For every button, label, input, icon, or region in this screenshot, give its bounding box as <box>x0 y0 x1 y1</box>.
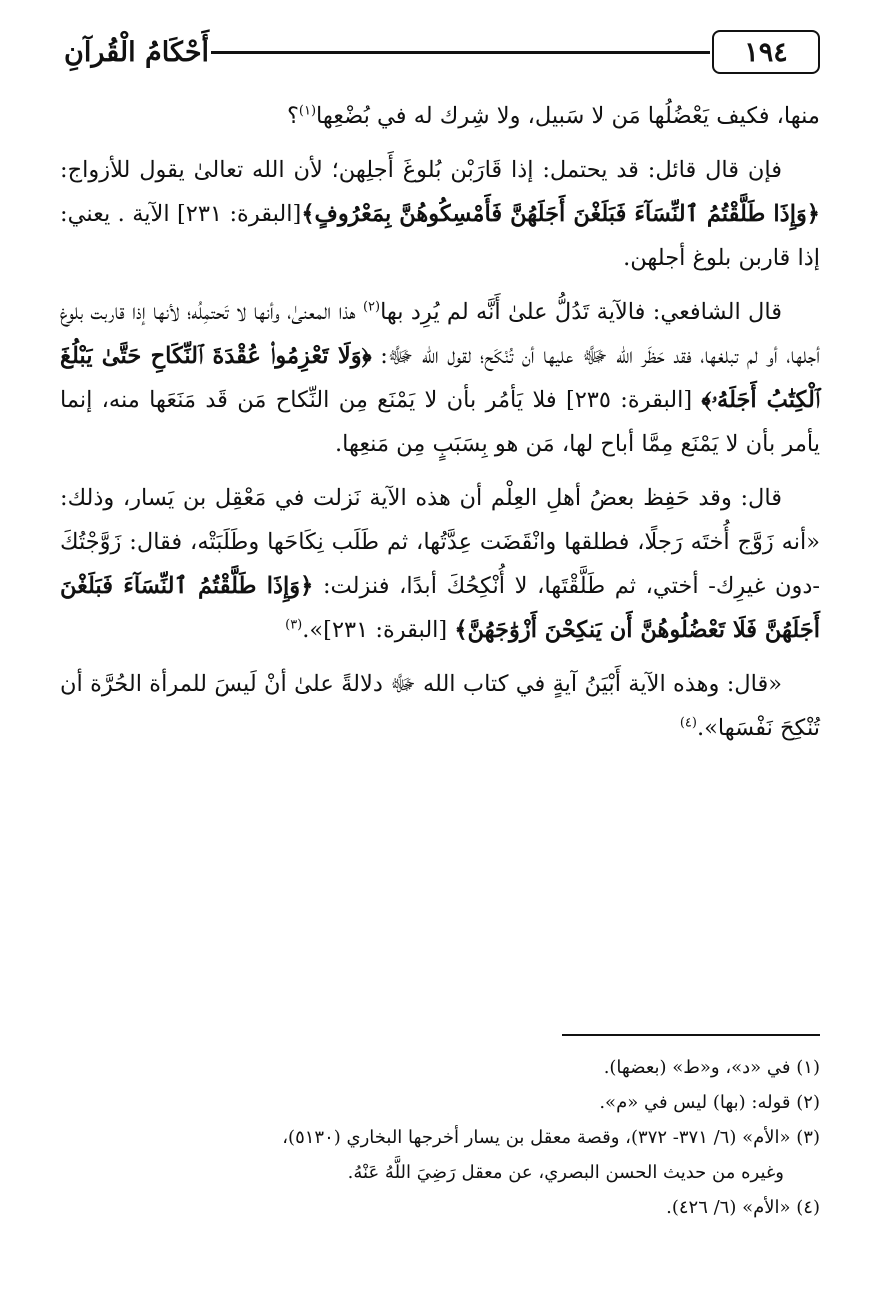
footnote-number: (٤) <box>796 1197 820 1218</box>
p2-text-a: فإن قال قائل: قد يحتمل: إذا قَارَبْن بُلوغَ أَجلِهن؛ لأن الله تعالىٰ يقول للأزواج: <box>60 157 782 183</box>
p1-text: منها، فكيف يَعْضُلُها مَن لا سَبيل، ولا شِرك له في بُضْعِها <box>316 103 820 129</box>
footnote-separator <box>562 1034 820 1036</box>
page-number-box <box>712 30 820 74</box>
paragraph-2 <box>60 148 820 280</box>
p3-text-c: [البقرة: ٢٣٥] فلا يَأمُر بأن لا يَمْنَع مِن النِّكاح مَن قَد مَنَعَها منه، إنما يأمر بأن لا يَمْنَع مِمَّا أباح لها، مَن هو بِسَبَبٍ مِن مَنعِها. <box>60 387 820 457</box>
paragraph-4 <box>60 476 820 652</box>
footnote-continuation: وغيره من حديث الحسن البصري، عن معقل رَضِيَ اللَّهُ عَنْهُ. <box>347 1162 784 1183</box>
footnote-3 <box>60 1120 820 1190</box>
p5-text-a: «قال: وهذه الآية أَبْيَنُ آيةٍ في كتاب الله ﷻ دلالةً علىٰ أنْ لَيسَ للمرأة الحُرَّة أن تُنْكِحَ نَفْسَها». <box>60 671 820 741</box>
footnote-text: في «د»، و«ط» (بعضها). <box>603 1057 791 1078</box>
main-text <box>60 94 820 760</box>
footnote-4 <box>60 1190 820 1225</box>
footnote-ref-3: (٣) <box>285 617 303 633</box>
p3-text-b: هذا المعنىٰ، وأنها لا تَحتمِلُه؛ لأنها إذا قاربت بلوغ أجلها، أو لم تبلغها، فقد حَظَر الله ﷻ عليها أن تُنْكَح؛ لقول الله ﷻ: <box>60 299 820 369</box>
footnote-number: (٢) <box>796 1092 820 1113</box>
footnotes <box>60 1050 820 1225</box>
footnote-text: «الأم» (٦/ ٤٢٦). <box>666 1197 791 1218</box>
p2-text-b: [البقرة: ٢٣١] الآية . يعني: إذا قاربن بلوغ أجلهن. <box>60 201 820 271</box>
header-rule <box>211 51 710 54</box>
footnote-1 <box>60 1050 820 1085</box>
footnote-number: (١) <box>796 1057 820 1078</box>
footnote-ref-4: (٤) <box>679 715 697 731</box>
footnote-text: قوله: (بها) ليس في «م». <box>599 1092 791 1113</box>
footnote-ref-2: (٢) <box>362 299 381 315</box>
page-number: ١٩٤ <box>744 36 788 68</box>
footnote-text: «الأم» (٦/ ٣٧١- ٣٧٢)، وقصة معقل بن يسار أخرجها البخاري (٥١٣٠)، <box>282 1127 791 1148</box>
paragraph-1 <box>60 94 820 138</box>
running-header <box>60 28 820 76</box>
footnote-ref-1: (١) <box>298 103 317 119</box>
p4-text-b: [البقرة: ٢٣١]». <box>302 617 455 643</box>
paragraph-5 <box>60 662 820 750</box>
p3-text-a: قال الشافعي: فالآية تَدُلُّ علىٰ أَنَّه لم يُرِد بها <box>380 299 782 325</box>
footnote-number: (٣) <box>796 1127 820 1148</box>
quran-verse-2: ﴿وَلَا تَعْزِمُوا۟ عُقْدَةَ ٱلنِّكَاحِ حَتَّىٰ يَبْلُغَ ٱلْكِتَٰبُ أَجَلَهُۥ﴾ <box>60 343 820 413</box>
quran-verse-1: ﴿وَإِذَا طَلَّقْتُمُ ٱلنِّسَآءَ فَبَلَغْنَ أَجَلَهُنَّ فَأَمْسِكُوهُنَّ بِمَعْرُوفٍ﴾ <box>301 201 820 227</box>
p1-end: ؟ <box>286 103 299 129</box>
quran-verse-3: ﴿وَإِذَا طَلَّقْتُمُ ٱلنِّسَآءَ فَبَلَغْنَ أَجَلَهُنَّ فَلَا تَعْضُلُوهُنَّ أَن يَنكِحْنَ أَزْوَٰجَهُنَّ﴾ <box>60 573 820 643</box>
footnote-2 <box>60 1085 820 1120</box>
paragraph-3 <box>60 290 820 466</box>
book-title: أَحْكَامُ الْقُرآنِ <box>64 36 210 68</box>
p4-text-a: قال: وقد حَفِظ بعضُ أهلِ العِلْم أن هذه الآية نَزلت في مَعْقِل بن يَسار، وذلك: «أنه زَوَّج أُختَه رَجلًا، فطلقها وانْقَضَت عِدَّتُها، ثم طَلَب نِكَاحَها وطَلَبَتْه، فقال: زَوَّجْتُكَ -دون غيرِك- أختي، ثم طَلَّقْتَها، لا أُنْكِحُكَ أبدًا، فنزلت: <box>60 485 820 599</box>
